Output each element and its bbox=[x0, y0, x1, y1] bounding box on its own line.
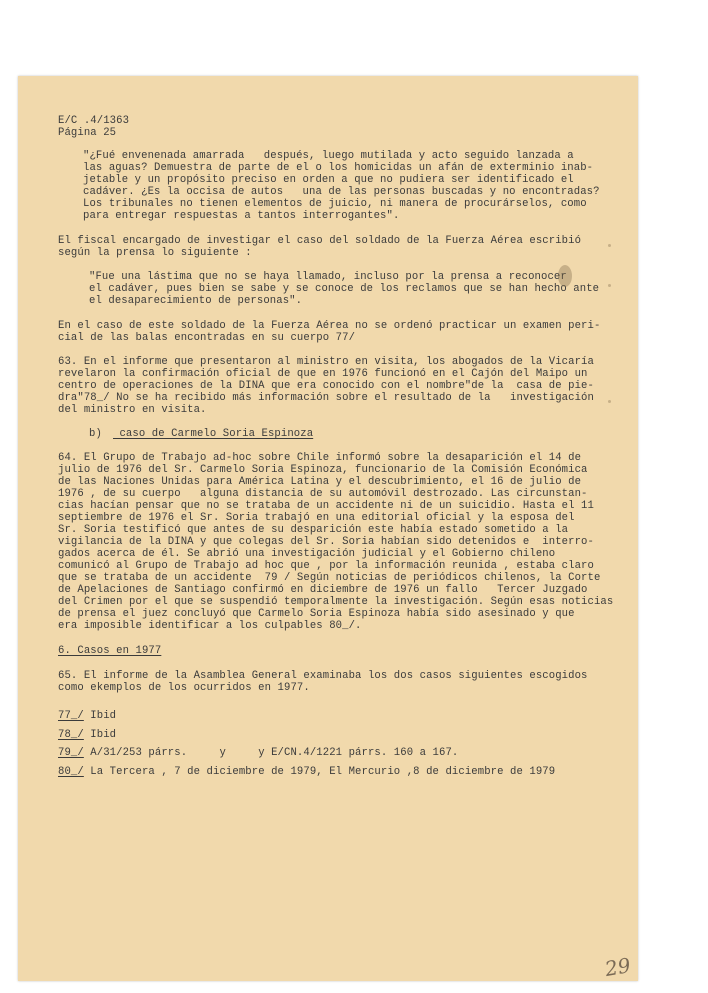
text-line: En el caso de este soldado de la Fuerza Aérea no se ordenó practicar un examen peri- bbox=[58, 320, 601, 332]
text-line: el desaparecimiento de personas". bbox=[89, 295, 303, 307]
text-line: "Fue una lástima que no se haya llamado, incluso por la prensa a reconocer bbox=[89, 271, 567, 283]
text-line: 64. El Grupo de Trabajo ad-hoc sobre Chile informó sobre la desaparición el 14 de bbox=[58, 452, 582, 464]
footnote-text: La Tercera , 7 de diciembre de 1979, El Mercurio ,8 de diciembre de 1979 bbox=[83, 766, 556, 778]
text-line: jetable y un propósito preciso en orden a que no pudiera ser identificado el bbox=[83, 174, 574, 186]
paper-speck bbox=[608, 400, 611, 403]
text-line: del Crimen por el que se suspendió temporalmente la investigación. Según esas noticias bbox=[58, 596, 614, 608]
page-number-label: Página 25 bbox=[58, 127, 117, 139]
footnote-mark: 79_/ bbox=[58, 747, 84, 759]
footnote bbox=[58, 761, 555, 779]
text-line: era imposible identificar a los culpables 80_/. bbox=[58, 620, 362, 632]
text-line: julio de 1976 del Sr. Carmelo Soria Espinoza, funcionario de la Comisión Económica bbox=[58, 464, 588, 476]
paper-speck bbox=[608, 284, 611, 287]
document-symbol: E/C .4/1363 bbox=[58, 115, 130, 127]
text-line: El fiscal encargado de investigar el caso del soldado de la Fuerza Aérea escribió bbox=[58, 235, 582, 247]
text-line: del ministro en visita. bbox=[58, 404, 207, 416]
subheading-title: caso de Carmelo Soria Espinoza bbox=[113, 428, 314, 440]
footnote-mark: 78_/ bbox=[58, 729, 84, 741]
text-line: cial de las balas encontradas en su cuerpo 77/ bbox=[58, 332, 356, 344]
footnote bbox=[58, 724, 116, 742]
text-line: comunicó al Grupo de Trabajo ad hoc que , por la información reunida , estaba claro bbox=[58, 560, 594, 572]
subheading-letter: b) bbox=[89, 428, 102, 440]
text-line: de Apelaciones de Santiago confirmó en diciembre de 1976 un fallo Tercer Juzgado bbox=[58, 584, 588, 596]
footnote-mark: 80_/ bbox=[58, 766, 84, 778]
footnote bbox=[58, 742, 458, 760]
text-line: de prensa el juez concluyó que Carmelo Soria Espinoza había sido asesinado y que bbox=[58, 608, 575, 620]
footnote-text: Ibid bbox=[83, 729, 117, 741]
text-line: para entregar respuestas a tantos interrogantes". bbox=[83, 210, 400, 222]
handwritten-page-number: 29 bbox=[603, 952, 633, 982]
text-line: como ekemplos de los ocurridos en 1977. bbox=[58, 682, 310, 694]
footnote-mark: 77_/ bbox=[58, 710, 84, 722]
footnote bbox=[58, 705, 116, 723]
text-line: septiembre de 1976 el Sr. Soria trabajó en una editorial oficial y la esposa del bbox=[58, 512, 575, 524]
text-line: Sr. Soria testificó que antes de su desparición este había estado sometido a la bbox=[58, 524, 569, 536]
text-line: vigilancia de la DINA y que colegas del Sr. Soria habían sido detenidos e interro- bbox=[58, 536, 594, 548]
text-line: 1976 , de su cuerpo alguna distancia de su automóvil destrozado. Las circunstan- bbox=[58, 488, 588, 500]
paper-speck bbox=[608, 244, 611, 247]
section-heading: 6. Casos en 1977 bbox=[58, 645, 162, 657]
text-line: 63. En el informe que presentaron al ministro en visita, los abogados de la Vicaría bbox=[58, 356, 594, 368]
text-line: 65. El informe de la Asamblea General examinaba los dos casos siguientes escogidos bbox=[58, 670, 588, 682]
text-line: dra"78_/ No se ha recibido más información sobre el resultado de la investigación bbox=[58, 392, 594, 404]
text-line: el cadáver, pues bien se sabe y se conoce de los reclamos que se han hecho ante bbox=[89, 283, 600, 295]
text-line: centro de operaciones de la DINA que era conocido con el nombre"de la casa de pie- bbox=[58, 380, 594, 392]
footnote-text: Ibid bbox=[83, 710, 117, 722]
text-line: Los tribunales no tienen elementos de juicio, ni manera de procurárselos, como bbox=[83, 198, 587, 210]
text-line: gados acerca de él. Se abrió una investigación judicial y el Gobierno chileno bbox=[58, 548, 556, 560]
text-line: revelaron la confirmación oficial de que en 1976 funcionó en el Cajón del Maipo un bbox=[58, 368, 588, 380]
text-line: de las Naciones Unidas para América Latina y el descubrimiento, el 16 de julio de bbox=[58, 476, 582, 488]
text-line: cias hacían pensar que no se trataba de un accidente ni de un suicidio. Hasta el 11 bbox=[58, 500, 594, 512]
footnote-text: A/31/253 párrs. y y E/CN.4/1221 párrs. 160 a 167. bbox=[83, 747, 459, 759]
text-line: que se trataba de un accidente 79 / Según noticias de periódicos chilenos, la Corte bbox=[58, 572, 601, 584]
paper-stain bbox=[558, 265, 572, 287]
text-line: según la prensa lo siguiente : bbox=[58, 247, 252, 259]
text-line: "¿Fué envenenada amarrada después, luego mutilada y acto seguido lanzada a bbox=[83, 150, 574, 162]
text-line: cadáver. ¿Es la occisa de autos una de las personas buscadas y no encontradas? bbox=[83, 186, 600, 198]
text-line: las aguas? Demuestra de parte de el o los homicidas un afán de exterminio inab- bbox=[83, 162, 594, 174]
